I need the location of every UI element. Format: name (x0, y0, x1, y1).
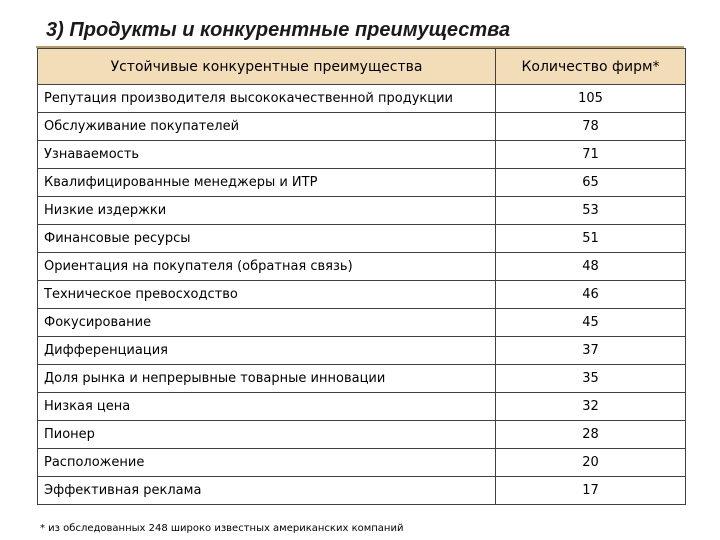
table-row (38, 197, 686, 225)
advantage-label: Узнаваемость (38, 141, 496, 169)
advantage-label: Квалифицированные менеджеры и ИТР (38, 169, 496, 197)
table-row (38, 337, 686, 365)
advantage-label: Обслуживание покупателей (38, 113, 496, 141)
table-row (38, 281, 686, 309)
advantage-label: Фокусирование (38, 309, 496, 337)
table-row (38, 113, 686, 141)
table-row (38, 253, 686, 281)
table-row (38, 169, 686, 197)
firm-count-value: 45 (496, 309, 686, 337)
column-header-firm-count: Количество фирм* (496, 49, 686, 85)
footnote: * из обследованных 248 широко известных американских компаний (40, 523, 404, 534)
table-body (38, 85, 686, 505)
advantage-label: Доля рынка и непрерывные товарные инновации (38, 365, 496, 393)
table-row (38, 393, 686, 421)
table-row (38, 365, 686, 393)
firm-count-value: 105 (496, 85, 686, 113)
firm-count-value: 65 (496, 169, 686, 197)
table-row (38, 225, 686, 253)
advantage-label: Эффективная реклама (38, 477, 496, 505)
table-header-row (38, 49, 686, 85)
table-row (38, 449, 686, 477)
advantage-label: Расположение (38, 449, 496, 477)
firm-count-value: 53 (496, 197, 686, 225)
table-row (38, 309, 686, 337)
advantage-label: Ориентация на покупателя (обратная связь) (38, 253, 496, 281)
advantage-label: Финансовые ресурсы (38, 225, 496, 253)
column-header-advantage: Устойчивые конкурентные преимущества (38, 49, 496, 85)
slide-title: 3) Продукты и конкурентные преимущества (46, 19, 511, 41)
firm-count-value: 28 (496, 421, 686, 449)
table-row (38, 421, 686, 449)
table-row (38, 85, 686, 113)
firm-count-value: 35 (496, 365, 686, 393)
firm-count-value: 71 (496, 141, 686, 169)
firm-count-value: 20 (496, 449, 686, 477)
advantages-table (37, 48, 686, 505)
firm-count-value: 78 (496, 113, 686, 141)
advantage-label: Техническое превосходство (38, 281, 496, 309)
advantage-label: Низкая цена (38, 393, 496, 421)
firm-count-value: 46 (496, 281, 686, 309)
firm-count-value: 51 (496, 225, 686, 253)
table-row (38, 477, 686, 505)
advantage-label: Пионер (38, 421, 496, 449)
advantage-label: Дифференциация (38, 337, 496, 365)
firm-count-value: 32 (496, 393, 686, 421)
table-row (38, 141, 686, 169)
advantage-label: Репутация производителя высококачественной продукции (38, 85, 496, 113)
firm-count-value: 17 (496, 477, 686, 505)
advantage-label: Низкие издержки (38, 197, 496, 225)
firm-count-value: 48 (496, 253, 686, 281)
firm-count-value: 37 (496, 337, 686, 365)
